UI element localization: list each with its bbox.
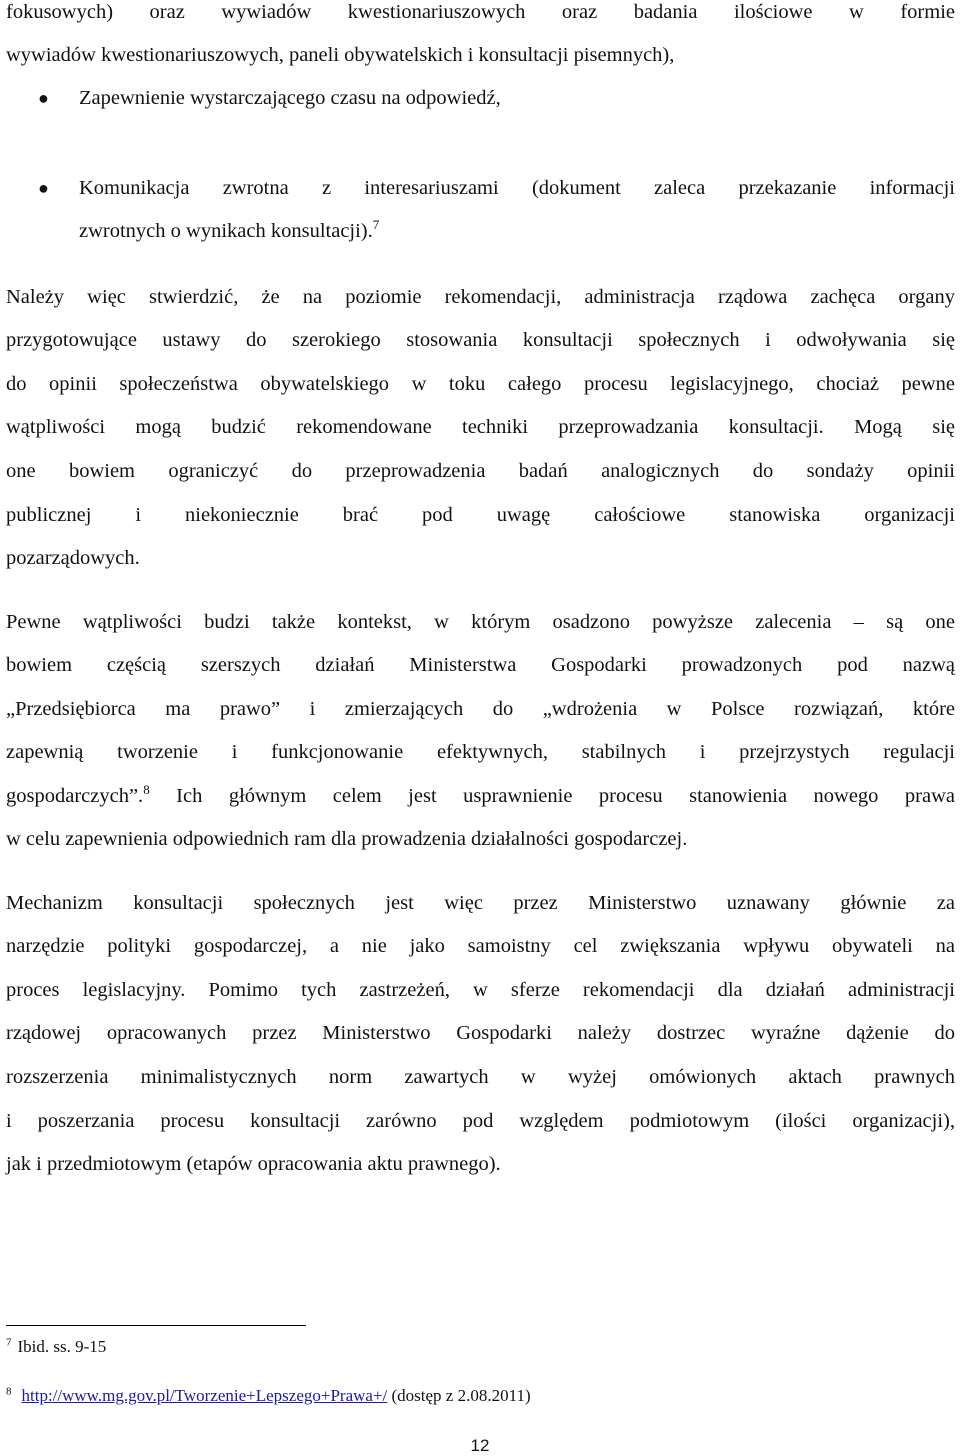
footnote-text: (dostęp z 2.08.2011) [387, 1386, 531, 1405]
paragraph3-line: jak i przedmiotowym (etapów opracowania aktu prawnego). [6, 1153, 501, 1175]
bullet-item-continuation [79, 219, 955, 243]
footnote-text: Ibid. ss. 9-15 [17, 1337, 107, 1356]
footnote-ref[interactable]: 8 [143, 782, 150, 798]
paragraph3-line: Mechanizm konsultacji społecznych jest więc przez Ministerstwo uznawany głównie za [6, 892, 955, 914]
footnote-8 [6, 1386, 531, 1406]
body-text-line: fokusowych) oraz wywiadów kwestionariuszowych oraz badania ilościowe w formie [6, 1, 955, 23]
footnote-number: 8 [6, 1385, 12, 1398]
paragraph2-text: gospodarczych”. [6, 785, 144, 807]
footnote-separator [6, 1325, 306, 1326]
paragraph1-line: one bowiem ograniczyć do przeprowadzenia badań analogicznych do sondaży opinii [6, 460, 955, 482]
body-text-line: wywiadów kwestionariuszowych, paneli obywatelskich i konsultacji pisemnych), [6, 44, 675, 66]
paragraph3-line: narzędzie polityki gospodarczej, a nie jako samoistny cel zwiększania wpływu obywateli na [6, 935, 955, 957]
bullet-item: Zapewnienie wystarczającego czasu na odpowiedź, [79, 87, 501, 109]
paragraph2-line: zapewnią tworzenie i funkcjonowanie efektywnych, stabilnych i przejrzystych regulacji [6, 741, 955, 763]
page-number: 12 [470, 1436, 490, 1455]
paragraph2-text: Ich głównym celem jest usprawnienie procesu stanowienia nowego prawa [149, 785, 955, 807]
footnote-link[interactable]: http://www.mg.gov.pl/Tworzenie+Lepszego+Prawa+/ [21, 1386, 388, 1405]
paragraph1-line: Należy więc stwierdzić, że na poziomie rekomendacji, administracja rządowa zachęca organy [6, 286, 955, 308]
paragraph2-line: bowiem częścią szerszych działań Ministerstwa Gospodarki prowadzonych pod nazwą [6, 654, 955, 676]
bullet-text: zwrotnych o wynikach konsultacji). [79, 220, 373, 242]
paragraph2-line [6, 784, 955, 808]
paragraph2-line: Pewne wątpliwości budzi także kontekst, w którym osadzono powyższe zalecenia – są one [6, 611, 955, 633]
paragraph1-line: pozarządowych. [6, 547, 140, 569]
paragraph3-line: rządowej opracowanych przez Ministerstwo Gospodarki należy dostrzec wyraźne dążenie do [6, 1022, 955, 1044]
paragraph3-line: rozszerzenia minimalistycznych norm zawartych w wyżej omówionych aktach prawnych [6, 1066, 955, 1088]
bullet-icon: ● [38, 178, 49, 198]
paragraph1-line: publicznej i niekoniecznie brać pod uwagę całościowe stanowiska organizacji [6, 504, 955, 526]
bullet-icon: ● [38, 88, 49, 108]
bullet-item: Komunikacja zwrotna z interesariuszami (dokument zaleca przekazanie informacji [79, 177, 955, 199]
paragraph3-line: i poszerzania procesu konsultacji zarówno pod względem podmiotowym (ilości organizacji), [6, 1110, 955, 1132]
paragraph1-line: wątpliwości mogą budzić rekomendowane techniki przeprowadzania konsultacji. Mogą się [6, 416, 955, 438]
footnote-7 [6, 1337, 106, 1357]
footnote-ref[interactable]: 7 [372, 217, 380, 233]
footnote-number: 7 [6, 1336, 12, 1349]
paragraph2-line: „Przedsiębiorca ma prawo” i zmierzających do „wdrożenia w Polsce rozwiązań, które [6, 698, 955, 720]
paragraph1-line: przygotowujące ustawy do szerokiego stosowania konsultacji społecznych i odwoływania się [6, 329, 955, 351]
paragraph1-line: do opinii społeczeństwa obywatelskiego w toku całego procesu legislacyjnego, chociaż pewne [6, 373, 955, 395]
paragraph2-line: w celu zapewnienia odpowiednich ram dla prowadzenia działalności gospodarczej. [6, 828, 688, 850]
paragraph3-line: proces legislacyjny. Pomimo tych zastrzeżeń, w sferze rekomendacji dla działań administracji [6, 979, 955, 1001]
